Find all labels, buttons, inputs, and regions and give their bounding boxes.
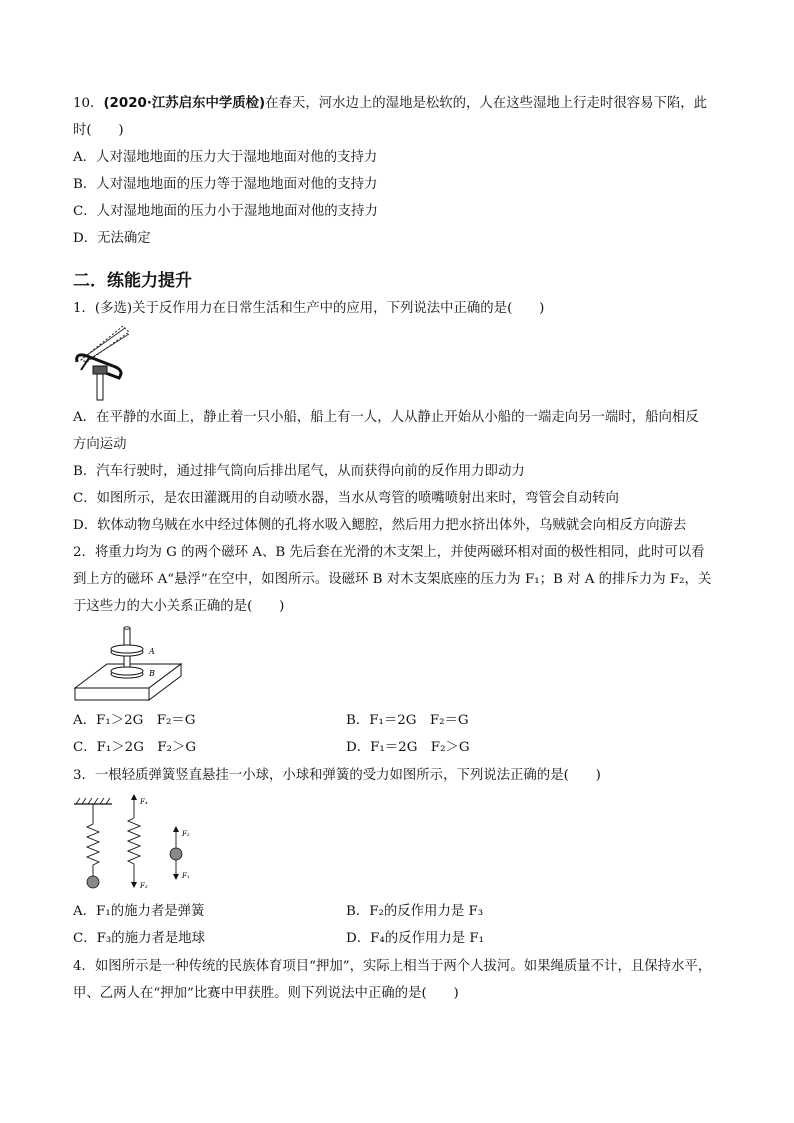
ring-b-label: B [149,669,155,678]
q2-stem-line3: 于这些力的大小关系正确的是( ) [73,599,285,614]
ring-a-label: A [149,647,155,656]
q10-option-d: D．无法确定 [73,231,151,246]
q3-option-c: C．F₃的施力者是地球 [73,931,206,946]
q2-option-c: C．F₁＞2G F₂＞G [73,740,197,755]
q2-option-d: D．F₁＝2G F₂＞G [346,740,470,755]
q4-stem-line2: 甲、乙两人在“押加”比赛中甲获胜。则下列说法中正确的是( ) [73,986,459,1001]
sprinkler-figure [73,322,133,402]
q3-option-a: A．F₁的施力者是弹簧 [73,904,205,919]
q2-option-b: B．F₁＝2G F₂＝G [346,713,469,728]
q10-stem-line1 [73,94,707,114]
q10-number: 10． [73,96,104,111]
q3-option-b: B．F₂的反作用力是 F₃ [346,904,484,919]
q3-option-d: D．F₄的反作用力是 F₁ [346,931,485,946]
q2-stem-line2: 到上方的磁环 A“悬浮”在空中，如图所示。设磁环 B 对木支架底座的压力为 F₁；B 对 A 的排斥力为 F₂，关 [73,572,712,587]
q2-stem-line1: 2．将重力均为 G 的两个磁环 A、B 先后套在光滑的木支架上，并使两磁环相对面的极性相同，此时可以看 [73,545,705,560]
q1-option-a-line2: 方向运动 [73,437,127,452]
force-f2-label: F₂ [182,830,190,838]
q1-stem: 1．(多选)关于反作用力在日常生活和生产中的应用，下列说法中正确的是( ) [73,301,545,316]
q10-source: (2020·江苏启东中学质检) [103,96,266,111]
magnet-rings-figure [73,624,183,704]
q10-option-c: C．人对湿地地面的压力小于湿地地面对他的支持力 [73,204,378,219]
spring-ball-figure [70,792,200,896]
q1-option-b: B．汽车行驶时，通过排气筒向后排出尾气，从而获得向前的反作用力即动力 [73,464,525,479]
q3-stem: 3．一根轻质弹簧竖直悬挂一小球，小球和弹簧的受力如图所示，下列说法正确的是( ) [73,768,601,783]
q10-stem-line2: 时( ) [73,123,124,138]
q4-stem-line1: 4．如图所示是一种传统的民族体育项目“押加”，实际上相当于两个人拔河。如果绳质量不计，且保持水平， [73,959,712,974]
q1-option-d: D．软体动物乌贼在水中经过体侧的孔将水吸入鳃腔，然后用力把水挤出体外，乌贼就会向相反方向游去 [73,518,687,533]
section-heading: 二．练能力提升 [73,271,192,291]
force-f4-label: F₄ [140,798,148,806]
q10-option-a: A．人对湿地地面的压力大于湿地地面对他的支持力 [73,150,378,165]
q10-stem-text: 在春天，河水边上的湿地是松软的，人在这些湿地上行走时很容易下陷，此 [265,96,708,111]
force-f1-label: F₁ [182,872,190,880]
q1-option-c: C．如图所示，是农田灌溉用的自动喷水器，当水从弯管的喷嘴喷射出来时，弯管会自动转向 [73,491,619,506]
q2-option-a: A．F₁＞2G F₂＝G [73,713,196,728]
q10-option-b: B．人对湿地地面的压力等于湿地地面对他的支持力 [73,177,378,192]
force-f3-label: F₃ [140,882,148,890]
q1-option-a-line1: A．在平静的水面上，静止着一只小船，船上有一人，人从静止开始从小船的一端走向另一端时，船向相反 [73,410,699,425]
